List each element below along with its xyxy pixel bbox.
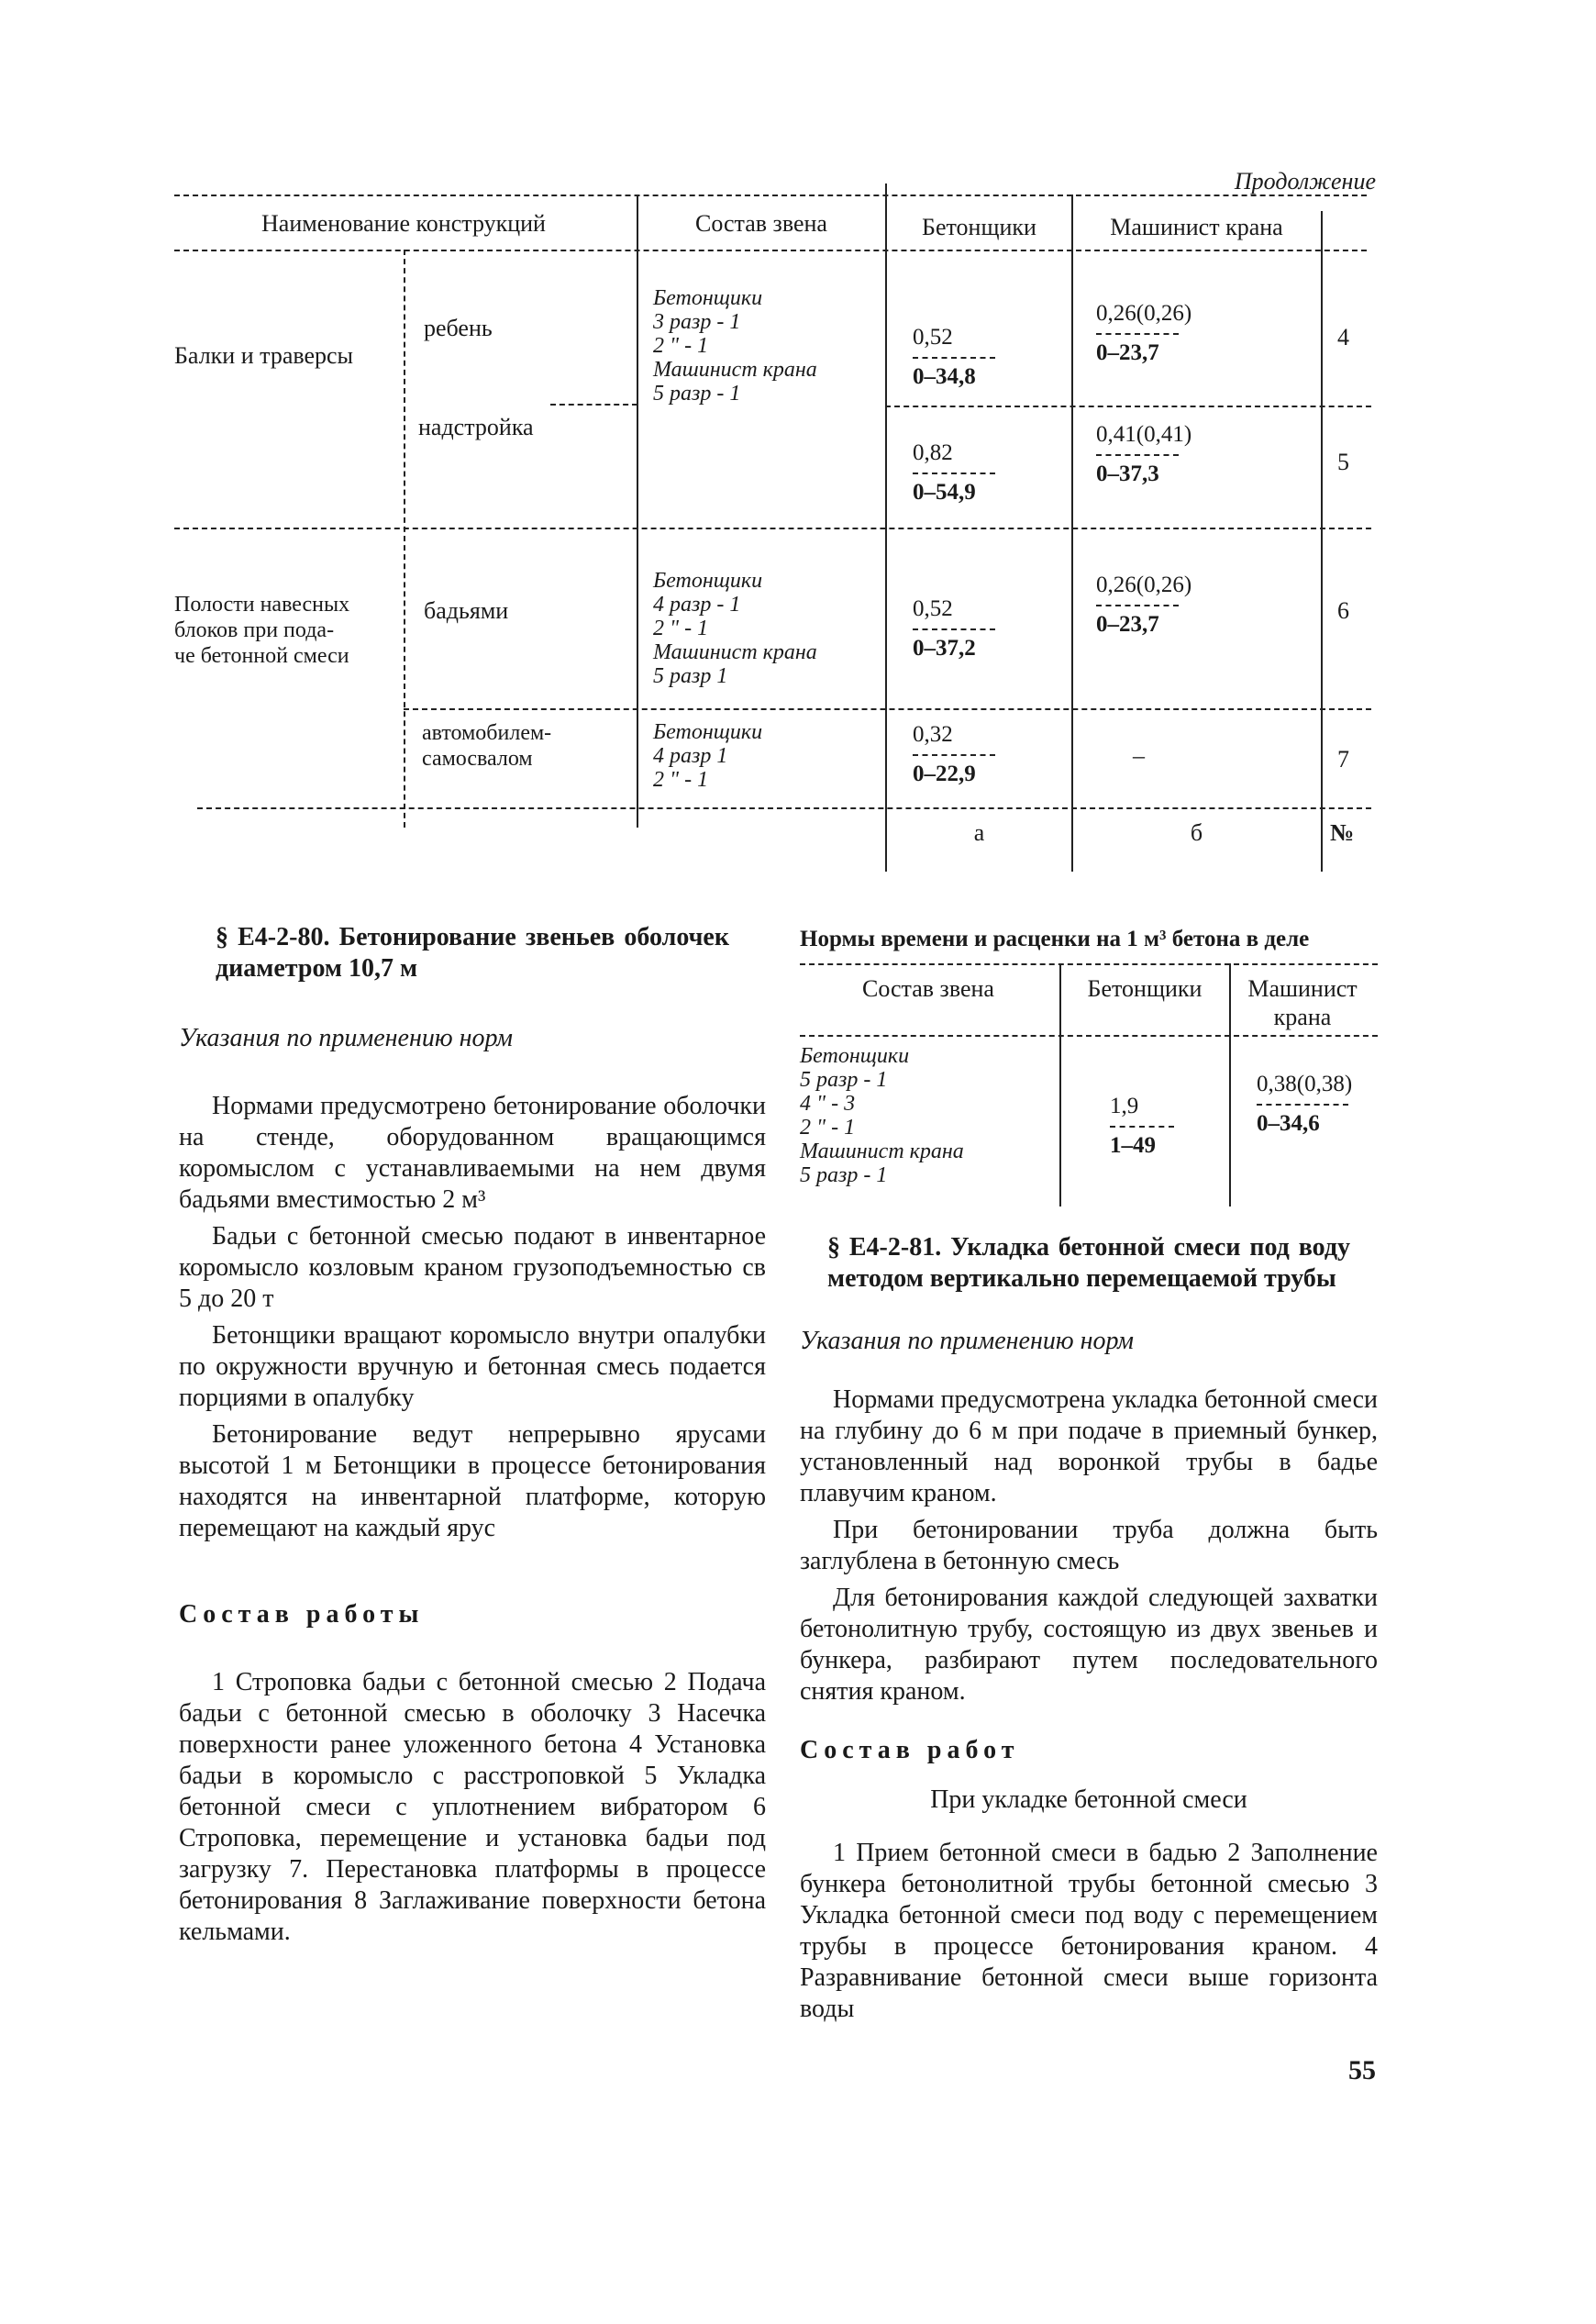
paragraph: Для бетонирования каждой следующей захватки бетонолитную трубу, состоящую из двух звеньев и бункера, разбирают путем последовательного снятия краном. xyxy=(800,1584,1378,1706)
norms-crane: 0,38(0,38) 0–34,6 xyxy=(1257,1072,1353,1137)
norms-concreters: 1,9 1–49 xyxy=(1110,1092,1174,1161)
row1-crane-2: 0,41(0,41) 0–37,3 xyxy=(1096,422,1192,487)
footer-col-no: № xyxy=(1330,819,1355,846)
norms-table-title: Нормы времени и расценки на 1 м³ бетона в деле xyxy=(800,927,1310,951)
row3-crew: Бетонщики 4 разр 1 2 " - 1 xyxy=(653,720,763,792)
row2-crane: 0,26(0,26) 0–23,7 xyxy=(1096,573,1192,638)
row2-concreters: 0,52 0–37,2 xyxy=(913,595,995,663)
table-col-line xyxy=(1229,963,1231,1206)
header-concreters: Бетонщики xyxy=(922,214,1036,240)
continuation-label: Продолжение xyxy=(1234,168,1376,195)
table-col-line xyxy=(637,195,638,828)
paragraph: При бетонировании труба должна быть заглублена в бетонную смесь xyxy=(800,1516,1378,1575)
section-e4-2-81-heading: § Е4-2-81. Укладка бетонной смеси под воду методом вертикально перемещаемой трубы xyxy=(827,1233,1350,1293)
row1-number-1: 4 xyxy=(1337,324,1349,350)
footer-col-a: а xyxy=(973,819,985,846)
page-number: 55 xyxy=(1348,2055,1376,2085)
row1-sub1: ребень xyxy=(424,315,493,341)
header-name: Наименование конструкций xyxy=(261,210,546,237)
work-composition-subheading: При укладке бетонной смеси xyxy=(930,1785,1247,1814)
work-composition-text: 1 Прием бетонной смеси в бадью 2 Заполнение бункера бетонолитной трубы бетонной смесью 3 Укладка бетонной смеси под воду с перемещением трубы в процессе бетонирования краном. 4 Разравнивание бетонной смеси выше горизонта воды xyxy=(800,1839,1378,2023)
left-column xyxy=(179,922,766,1953)
row3-sub: автомобилем- самосвалом xyxy=(422,721,552,771)
row3-concreters: 0,32 0–22,9 xyxy=(913,720,995,789)
row1-name: Балки и траверсы xyxy=(174,342,354,369)
row1-concreters-1: 0,52 0–34,8 xyxy=(913,323,995,392)
work-composition-heading: Состав работ xyxy=(800,1736,1020,1764)
paragraph: Нормами предусмотрено бетонирование оболочки на стенде, оборудованном вращающимся коромыслом с устанавливаемыми на нем двумя бадьями вместимостью 2 м³ xyxy=(179,1092,766,1214)
instructions-heading: Указания по применению норм xyxy=(800,1327,1134,1355)
table-rule xyxy=(404,708,1371,710)
row2-sub: бадьями xyxy=(424,597,509,624)
row1-concreters-2: 0,82 0–54,9 xyxy=(913,439,995,507)
section-e4-2-80-heading: § Е4-2-80. Бетонирование звеньев оболочек диаметром 10,7 м xyxy=(216,923,729,983)
section-e4-2-81 xyxy=(800,1232,1378,2030)
table-col-line xyxy=(1071,195,1073,872)
work-composition-heading: Состав работы xyxy=(179,1600,425,1629)
table-rule xyxy=(550,404,637,406)
footer-col-b: б xyxy=(1190,819,1203,846)
norms-crew: Бетонщики 5 разр - 1 4 " - 3 2 " - 1 Машинист крана 5 разр - 1 xyxy=(800,1044,964,1187)
row1-crew: Бетонщики 3 разр - 1 2 " - 1 Машинист крана 5 разр - 1 xyxy=(653,286,817,406)
norms-header-crew: Состав звена xyxy=(862,975,994,1002)
header-crew: Состав звена xyxy=(695,210,827,237)
work-composition-text: 1 Строповка бадьи с бетонной смесью 2 Подача бадьи с бетонной смесью в оболочку 3 Насечка поверхности ранее уложенного бетона 4 Установка бадьи в коромысло с расстроповкой 5 Укладка бетонной смеси с уплотнением вибратором 6 Строповка, перемещение и установка бадьи под загрузку 7. Перестановка платформы в процессе бетонирования 8 Заглаживание поверхности бетона кельмами. xyxy=(179,1668,766,1946)
instructions-heading: Указания по применению норм xyxy=(179,1024,513,1052)
table-rule xyxy=(174,250,1367,251)
row3-number: 7 xyxy=(1337,746,1349,773)
table-col-line xyxy=(1059,963,1061,1206)
table-col-line xyxy=(404,250,405,828)
row2-name: Полости навесных блоков при пода- че бетонной смеси xyxy=(174,593,350,668)
row2-crew: Бетонщики 4 разр - 1 2 " - 1 Машинист крана 5 разр 1 xyxy=(653,569,817,688)
table-rule xyxy=(197,807,1371,809)
table-rule xyxy=(800,963,1378,965)
table-rule xyxy=(885,406,1371,407)
row1-crane-1: 0,26(0,26) 0–23,7 xyxy=(1096,301,1192,366)
paragraph: Бетонирование ведут непрерывно ярусами высотой 1 м Бетонщики в процессе бетонирования находятся на инвентарной платформе, которую перемещают на каждый ярус xyxy=(179,1420,766,1542)
table-rule xyxy=(800,1035,1378,1037)
table-rule xyxy=(174,528,1371,529)
table-rule xyxy=(174,195,1367,196)
paragraph: Нормами предусмотрена укладка бетонной смеси на глубину до 6 м при подаче в приемный бункер, установленный над воронкой трубы в бадье плавучим краном. xyxy=(800,1385,1378,1507)
norms-header-crane: Машинист крана xyxy=(1247,975,1358,1031)
paragraph: Бадьи с бетонной смесью подают в инвентарное коромысло козловым краном грузоподъемностью св 5 до 20 т xyxy=(179,1222,766,1313)
header-crane-operator: Машинист крана xyxy=(1110,214,1283,240)
paragraph: Бетонщики вращают коромысло внутри опалубки по окружности вручную и бетонная смесь подается порциями в опалубку xyxy=(179,1321,766,1412)
row3-crane: – xyxy=(1133,742,1145,769)
table-col-line xyxy=(1321,211,1323,872)
row2-number: 6 xyxy=(1337,597,1349,624)
row1-number-2: 5 xyxy=(1337,449,1349,475)
row1-sub2: надстройка xyxy=(418,414,534,440)
norms-header-concreters: Бетонщики xyxy=(1087,975,1203,1002)
